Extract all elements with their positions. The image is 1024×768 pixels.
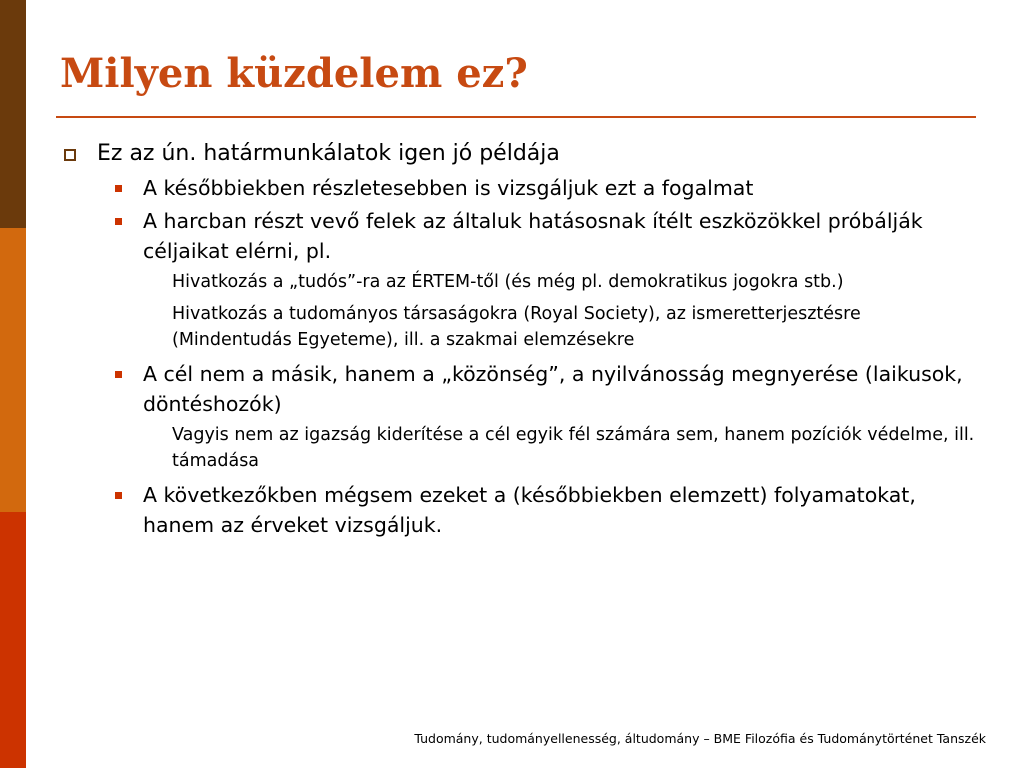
bullet-text: Hivatkozás a „tudós”-ra az ÉRTEM-től (és még pl. demokratikus jogokra stb.) bbox=[172, 272, 844, 292]
bullet-level3 bbox=[172, 269, 984, 295]
title-divider bbox=[56, 116, 976, 118]
bullet-text: A cél nem a másik, hanem a „közönség”, a nyilvánosság megnyerése (laikusok, döntéshozók) bbox=[143, 362, 963, 416]
bullet-level1 bbox=[97, 138, 984, 169]
bullet-text: Ez az ún. határmunkálatok igen jó példája bbox=[97, 141, 560, 166]
bullet-text: A harcban részt vevő felek az általuk hatásosnak ítélt eszközökkel próbálják céljaikat elérni, pl. bbox=[143, 209, 923, 263]
hollow-square-bullet-icon bbox=[64, 149, 76, 161]
bullet-text: A következőkben mégsem ezeket a (későbbiekben elemzett) folyamatokat, hanem az érveket vizsgáljuk. bbox=[143, 483, 916, 537]
bullet-level2 bbox=[143, 480, 984, 540]
bullet-level3 bbox=[172, 301, 984, 353]
square-bullet-icon bbox=[115, 218, 122, 225]
bullet-level2 bbox=[143, 206, 984, 266]
bullet-text: A későbbiekben részletesebben is vizsgáljuk ezt a fogalmat bbox=[143, 176, 754, 200]
slide-title: Milyen küzdelem ez? bbox=[60, 50, 528, 97]
bullet-text: Hivatkozás a tudományos társaságokra (Royal Society), az ismeretterjesztésre (Mindentudás Egyeteme), ill. a szakmai elemzésekre bbox=[172, 304, 861, 350]
bullet-level2 bbox=[143, 173, 984, 203]
bullet-level2 bbox=[143, 359, 984, 419]
square-bullet-icon bbox=[115, 185, 122, 192]
slide-footer: Tudomány, tudományellenesség, áltudomány – BME Filozófia és Tudománytörténet Tanszék bbox=[414, 731, 986, 746]
slide-content bbox=[0, 138, 1024, 543]
square-bullet-icon bbox=[115, 371, 122, 378]
bullet-level3 bbox=[172, 422, 984, 474]
bullet-text: Vagyis nem az igazság kiderítése a cél egyik fél számára sem, hanem pozíciók védelme, ill. támadása bbox=[172, 425, 975, 471]
square-bullet-icon bbox=[115, 492, 122, 499]
sidebar-band-red bbox=[0, 512, 26, 768]
